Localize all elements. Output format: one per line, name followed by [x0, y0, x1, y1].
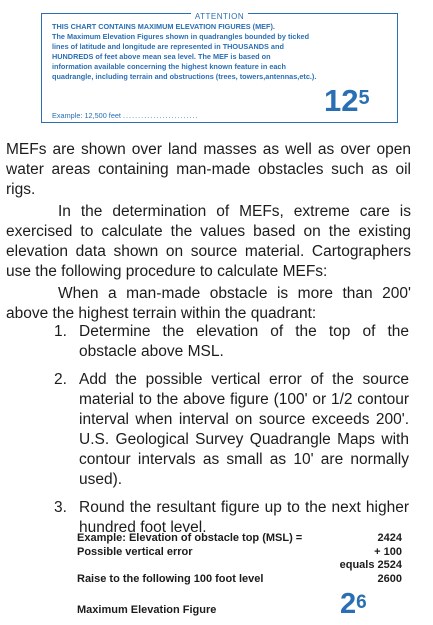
- step-number: 3.: [54, 499, 67, 516]
- example-mef-thousands: 12: [324, 83, 359, 118]
- attention-text: [52, 22, 397, 81]
- example-dots: .........................: [123, 111, 199, 120]
- attention-line: The Maximum Elevation Figures shown in quadrangles bounded by ticked: [52, 31, 310, 41]
- mef-result-thousands: 2: [340, 588, 357, 620]
- paragraph-mef-determination: In the determination of MEFs, extreme care is exercised to calculate the values based on the existing elevation data shown on source material. Cartographers use the following procedure to calculate MEFs:: [6, 203, 411, 280]
- paragraph-obstacle-condition: When a man-made obstacle is more than 200' above the highest terrain within the quadrant:: [6, 285, 411, 322]
- calc-row-rounded: [77, 573, 402, 587]
- attention-box: [41, 13, 398, 123]
- example-calculation: [77, 532, 402, 586]
- calc-label: Example: Elevation of obstacle top (MSL) =: [77, 532, 303, 544]
- calc-value: equals 2524: [339, 559, 402, 571]
- calc-row-obstacle: [77, 532, 402, 546]
- example-mef-figure: [324, 85, 370, 116]
- example-label: Example: 12,500 feet: [52, 111, 121, 120]
- calc-value: 2600: [377, 572, 402, 585]
- step-text: Determine the elevation of the top of the obstacle above MSL.: [79, 323, 409, 360]
- step-number: 1.: [54, 323, 67, 340]
- procedure-steps: [54, 322, 409, 546]
- step-text: Round the resultant figure up to the next higher hundred foot level.: [79, 499, 409, 536]
- mef-label: Maximum Elevation Figure: [77, 604, 217, 616]
- attention-example: [52, 111, 199, 120]
- calc-value: + 100: [374, 545, 402, 558]
- mef-result-hundreds: 6: [356, 592, 367, 613]
- paragraph-mef-coverage: MEFs are shown over land masses as well as over open water areas containing man-made obstacles such as oil rigs.: [6, 141, 411, 198]
- attention-line: quadrangle, including terrain and obstructions (trees, towers,antennas,etc.).: [52, 71, 317, 81]
- attention-line: lines of latitude and longitude are represented in THOUSANDS and: [52, 41, 284, 51]
- attention-line: HUNDREDS of feet above mean sea level. The MEF is based on: [52, 51, 271, 61]
- procedure-step: [54, 370, 409, 490]
- calc-value: 2424: [377, 532, 402, 544]
- calc-label: Raise to the following 100 foot level: [77, 572, 264, 585]
- attention-title: ATTENTION: [42, 6, 397, 24]
- step-number: 2.: [54, 371, 67, 388]
- calc-row-sum: [77, 559, 402, 573]
- attention-line: information available concerning the highest known feature in each: [52, 61, 286, 71]
- attention-line: THIS CHART CONTAINS MAXIMUM ELEVATION FIGURES (MEF).: [52, 22, 275, 31]
- calc-row-error: [77, 546, 402, 560]
- step-text: Add the possible vertical error of the source material to the above figure (100' or 1/2 contour interval when interval on source exceeds 200'. U.S. Geological Survey Quadrangle Maps with contour intervals as small as 10' are normally used).: [79, 371, 409, 488]
- example-mef-hundreds: 5: [358, 87, 370, 109]
- procedure-step: [54, 322, 409, 362]
- mef-result-figure: [340, 590, 367, 619]
- calc-label: Possible vertical error: [77, 545, 193, 558]
